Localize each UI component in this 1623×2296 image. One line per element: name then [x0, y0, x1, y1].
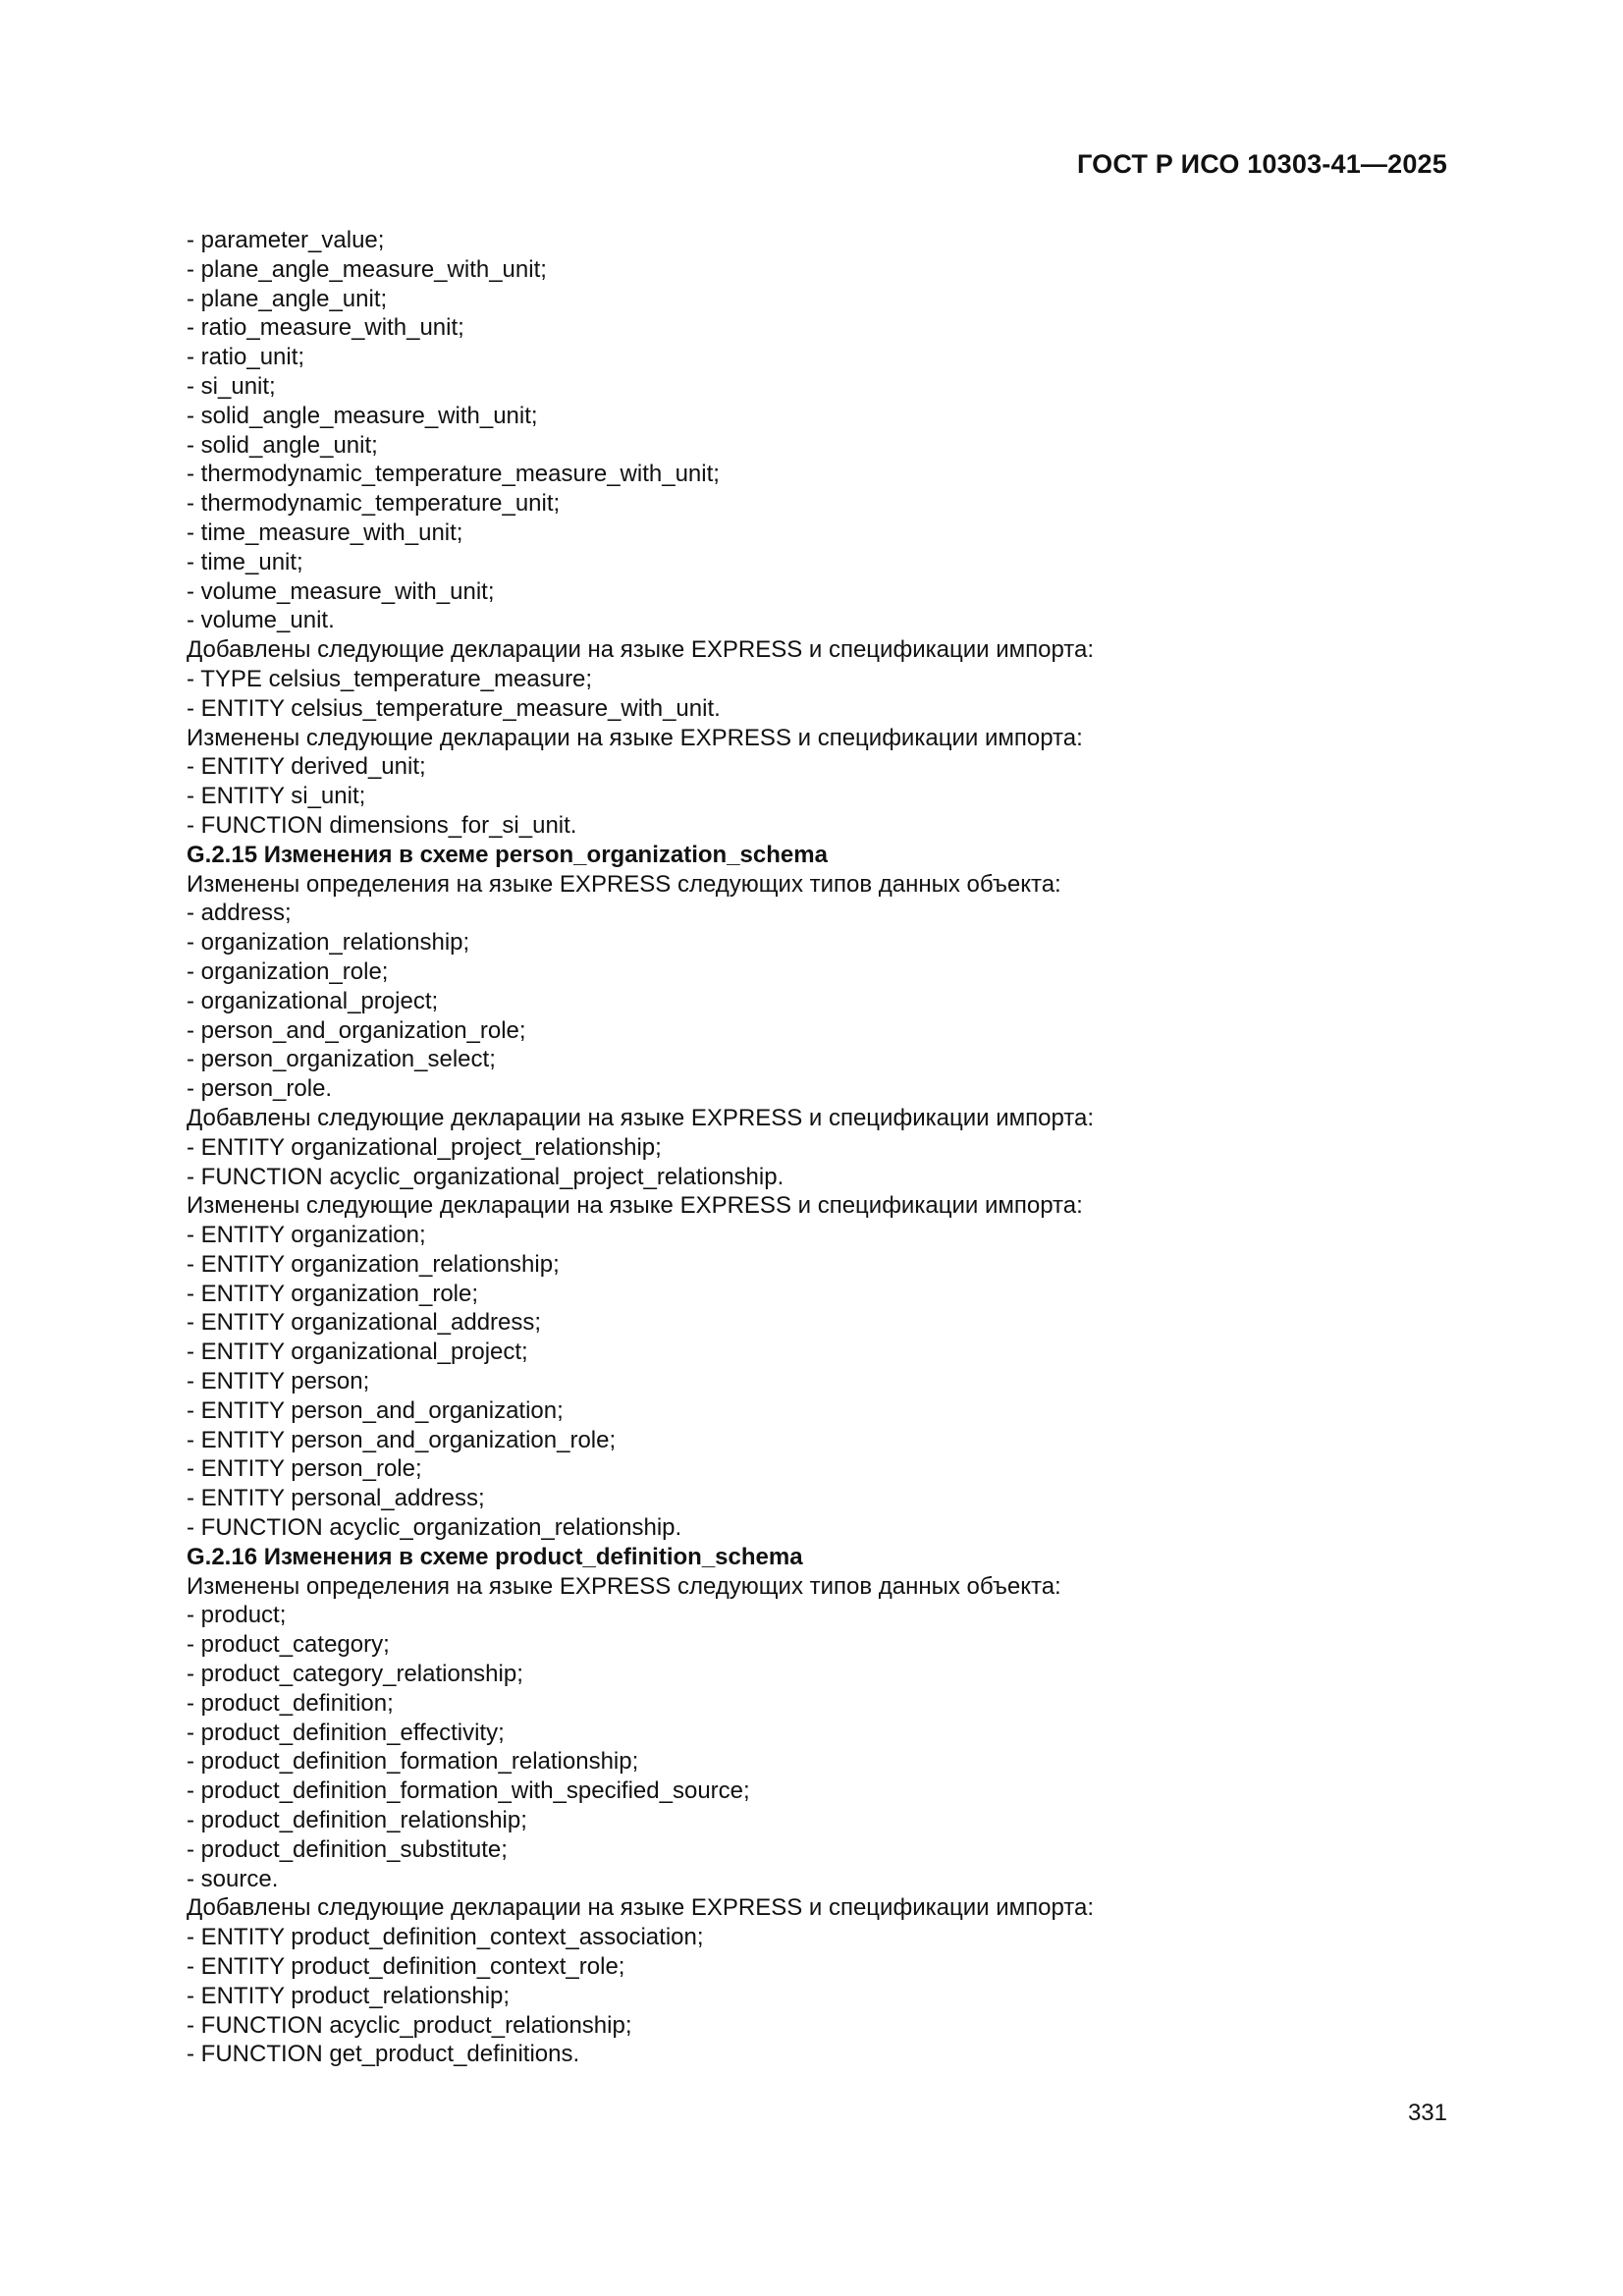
paragraph: Добавлены следующие декларации на языке EXPRESS и спецификации импорта:	[187, 1104, 1095, 1131]
list-item: - solid_angle_measure_with_unit;	[187, 402, 538, 429]
list-item: - parameter_value;	[187, 227, 385, 253]
list-item: - product_category;	[187, 1631, 390, 1659]
list-item: - ENTITY organizational_project;	[187, 1339, 528, 1366]
list-item: - ratio_unit;	[187, 344, 305, 371]
list-item: - FUNCTION acyclic_organizational_project_relationship.	[187, 1163, 784, 1190]
section-heading: G.2.16 Изменения в схеме product_definition_schema	[187, 1543, 803, 1570]
list-item: - plane_angle_measure_with_unit;	[187, 255, 547, 283]
list-item: - ratio_measure_with_unit;	[187, 314, 464, 342]
list-item: - ENTITY product_definition_context_role;	[187, 1953, 625, 1981]
section-heading: G.2.15 Изменения в схеме person_organization_schema	[187, 841, 828, 868]
list-item: - ENTITY product_relationship;	[187, 1982, 511, 2009]
list-item: - FUNCTION acyclic_organization_relationship.	[187, 1514, 682, 1542]
list-item: - FUNCTION get_product_definitions.	[187, 2041, 580, 2068]
list-item: - volume_unit.	[187, 607, 335, 634]
list-item: - product;	[187, 1602, 287, 1629]
list-item: - source.	[187, 1865, 279, 1892]
paragraph: Изменены следующие декларации на языке EXPRESS и спецификации импорта:	[187, 1192, 1083, 1220]
list-item: - ENTITY celsius_temperature_measure_with_unit.	[187, 694, 721, 722]
list-item: - ENTITY person;	[187, 1368, 370, 1395]
list-item: - organizational_project;	[187, 987, 439, 1014]
list-item: - product_definition;	[187, 1689, 394, 1717]
list-item: - person_role.	[187, 1075, 333, 1103]
list-item: - time_unit;	[187, 548, 303, 575]
list-item: - product_definition_effectivity;	[187, 1719, 505, 1746]
list-item: - TYPE celsius_temperature_measure;	[187, 665, 593, 692]
list-item: - ENTITY organization_role;	[187, 1280, 479, 1307]
list-item: - si_unit;	[187, 372, 276, 400]
list-item: - address;	[187, 900, 292, 927]
list-item: - ENTITY person_and_organization_role;	[187, 1426, 617, 1453]
paragraph: Изменены определения на языке EXPRESS следующих типов данных объекта:	[187, 1572, 1061, 1600]
list-item: - ENTITY organization;	[187, 1222, 426, 1249]
list-item: - FUNCTION acyclic_product_relationship;	[187, 2011, 632, 2039]
list-item: - thermodynamic_temperature_unit;	[187, 490, 561, 518]
list-item: - person_organization_select;	[187, 1046, 496, 1073]
list-item: - ENTITY personal_address;	[187, 1485, 485, 1512]
list-item: - ENTITY organizational_address;	[187, 1309, 542, 1337]
list-item: - solid_angle_unit;	[187, 431, 378, 459]
list-item: - ENTITY derived_unit;	[187, 753, 426, 781]
paragraph: Добавлены следующие декларации на языке EXPRESS и спецификации импорта:	[187, 1894, 1095, 1922]
list-item: - organization_relationship;	[187, 929, 470, 957]
paragraph: Добавлены следующие декларации на языке EXPRESS и спецификации импорта:	[187, 636, 1095, 664]
paragraph: Изменены определения на языке EXPRESS следующих типов данных объекта:	[187, 870, 1061, 898]
list-item: - product_definition_formation_relationship;	[187, 1748, 639, 1776]
list-item: - ENTITY person_role;	[187, 1455, 422, 1483]
list-item: - ENTITY organization_relationship;	[187, 1250, 560, 1278]
document-header: ГОСТ Р ИСО 10303-41—2025	[1077, 149, 1447, 179]
list-item: - volume_measure_with_unit;	[187, 577, 495, 605]
list-item: - ENTITY product_definition_context_association;	[187, 1924, 704, 1951]
document-body	[187, 226, 1453, 2069]
list-item: - FUNCTION dimensions_for_si_unit.	[187, 811, 577, 839]
list-item: - plane_angle_unit;	[187, 285, 388, 312]
list-item: - product_definition_relationship;	[187, 1807, 527, 1834]
list-item: - organization_role;	[187, 957, 389, 985]
list-item: - thermodynamic_temperature_measure_with_unit;	[187, 461, 720, 488]
list-item: - time_measure_with_unit;	[187, 519, 463, 546]
page-number: 331	[1407, 2100, 1447, 2126]
paragraph: Изменены следующие декларации на языке EXPRESS и спецификации импорта:	[187, 724, 1083, 751]
list-item: - ENTITY si_unit;	[187, 783, 366, 810]
list-item: - person_and_organization_role;	[187, 1016, 526, 1044]
list-item: - product_definition_substitute;	[187, 1835, 508, 1863]
list-item: - ENTITY person_and_organization;	[187, 1396, 564, 1424]
list-item: - product_category_relationship;	[187, 1661, 523, 1688]
list-item: - ENTITY organizational_project_relationship;	[187, 1133, 662, 1161]
list-item: - product_definition_formation_with_specified_source;	[187, 1777, 750, 1805]
